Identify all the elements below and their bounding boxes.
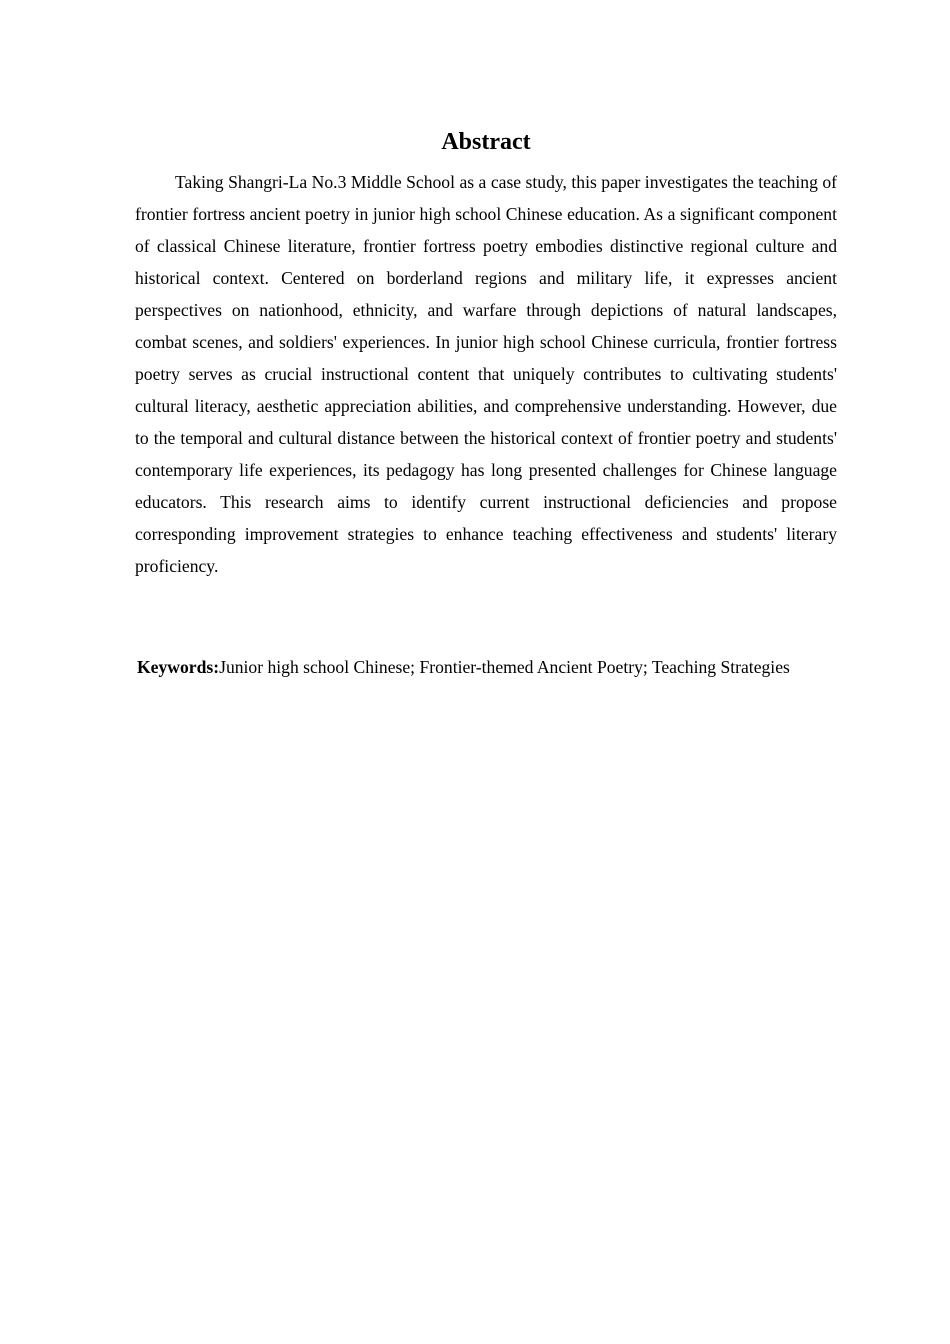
keywords-text: Junior high school Chinese; Frontier-themed Ancient Poetry; Teaching Strategies <box>219 657 790 677</box>
keywords-paragraph <box>137 651 837 683</box>
keywords-label: Keywords: <box>137 657 220 677</box>
abstract-body: Taking Shangri-La No.3 Middle School as a case study, this paper investigates the teaching of frontier fortress ancient poetry in junior high school Chinese education. As a significant component of classical Chinese literature, frontier fortress poetry embodies distinctive regional culture and historical context. Centered on borderland regions and military life, it expresses ancient perspectives on nationhood, ethnicity, and warfare through depictions of natural landscapes, combat scenes, and soldiers' experiences. In junior high school Chinese curricula, frontier fortress poetry serves as crucial instructional content that uniquely contributes to cultivating students' cultural literacy, aesthetic appreciation abilities, and comprehensive understanding. However, due to the temporal and cultural distance between the historical context of frontier poetry and students' contemporary life experiences, its pedagogy has long presented challenges for Chinese language educators. This research aims to identify current instructional deficiencies and propose corresponding improvement strategies to enhance teaching effectiveness and students' literary proficiency. <box>135 172 837 576</box>
abstract-title: Abstract <box>441 129 531 155</box>
